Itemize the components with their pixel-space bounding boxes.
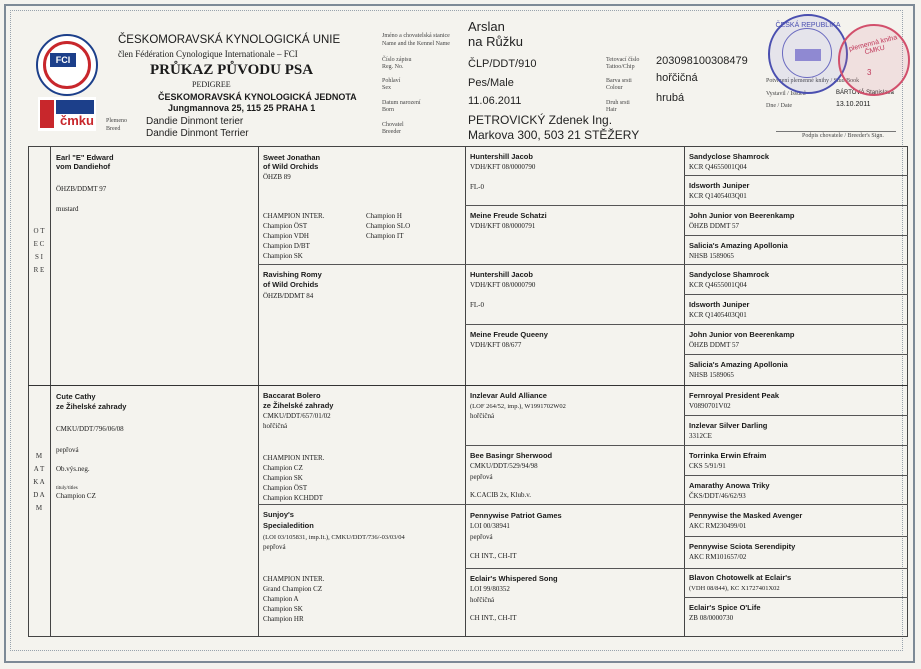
gggp-name: Salicia's Amazing Apollonia (689, 360, 788, 369)
gggp-name: Amarathy Anowa Triky (689, 481, 770, 490)
colour-value: hořčičná (656, 72, 698, 84)
ggp-extra: FL-0 (470, 301, 484, 309)
gp-dam-sire-title: Champion CZ (263, 464, 303, 472)
col-divider (50, 146, 51, 637)
gggp-reg: ÖHZB DDMT 57 (689, 341, 740, 349)
ggp-name: Meine Freude Schatzi (470, 211, 547, 220)
gggp-reg: ÖHZB DDMT 57 (689, 222, 740, 230)
ggp-name: Meine Freude Queeny (470, 330, 548, 339)
ggp-reg: LOI 99/80352 (470, 585, 510, 593)
ggp-reg: (LOF 264/52, imp.), W1991702W02 (470, 403, 566, 410)
row-divider (465, 205, 908, 206)
gp-sire-sire-title: Champion VDH (263, 232, 309, 240)
gp-sire-sire-name2: of Wild Orchids (263, 162, 319, 171)
reg-value: ČLP/DDT/910 (468, 58, 537, 70)
dam-name-line2: ze Žihelské zahrady (56, 402, 127, 411)
breeder-address: Markova 300, 503 21 STĚŽERY (468, 128, 640, 142)
gggp-reg: KCR Q1405403Q01 (689, 311, 747, 319)
sire-name-line2: vom Dandiehof (56, 162, 111, 171)
gp-dam-dam-title: Champion A (263, 595, 299, 603)
gggp-name: Pennywise the Masked Avenger (689, 511, 803, 520)
gp-sire-sire-title: Champion IT (366, 232, 404, 240)
gggp-name: Sandyclose Shamrock (689, 152, 770, 161)
ggp-name: Bee Basingr Sherwood (470, 451, 553, 460)
ggp-extra: FL-0 (470, 183, 484, 191)
sire-side-label: O T E C S I R E (33, 227, 50, 274)
gp-dam-dam-name1: Sunjoy's (263, 510, 294, 519)
gggp-name: Blavon Chotowelk at Eclair's (689, 573, 792, 582)
row-divider (684, 235, 908, 236)
ggp-extra2: CH INT., CH-IT (470, 614, 517, 622)
gp-sire-sire-name1: Sweet Jonathan (263, 153, 321, 162)
row-divider (258, 504, 908, 505)
gp-dam-dam-title: Champion SK (263, 605, 303, 613)
ggp-reg: LOI 00/38941 (470, 522, 510, 530)
date-value: 13.10.2011 (836, 101, 871, 108)
colour-label-cs: Barva srsti (606, 78, 632, 84)
ggp-extra2: K.CACIB 2x, Klub.v. (470, 491, 531, 499)
chip-label-cs: Tetovací číslo (606, 57, 640, 63)
ggp-name: Pennywise Patriot Games (470, 511, 562, 520)
gggp-reg: KCR Q4655001Q04 (689, 163, 747, 171)
breed-value-en: Dandie Dinmont Terrier (146, 128, 249, 139)
ggp-reg: VDH/KFT 08/0000791 (470, 222, 536, 230)
ggp-name: Huntershill Jacob (470, 152, 533, 161)
issued-label: Vystavil / Issued (766, 91, 806, 97)
gp-dam-dam-name2: Specialedition (263, 521, 314, 530)
signature-line (776, 131, 896, 132)
ggp-reg: VDH/KFT 08/677 (470, 341, 522, 349)
colour-label-en: Colour (606, 85, 623, 91)
sire-reg: ÖHZB/DDMT 97 (56, 185, 107, 193)
sire-colour: mustard (56, 205, 79, 213)
ggp-reg: VDH/KFT 08/0000790 (470, 163, 536, 171)
fci-logo: FCI (36, 34, 98, 96)
gggp-name: Inzlevar Silver Darling (689, 421, 768, 430)
gggp-reg: CKS 5/91/91 (689, 462, 726, 470)
row-divider (684, 354, 908, 355)
official-stamp: ČESKÁ REPUBLIKA (768, 14, 848, 94)
name-label-cs: Jméno a chovatelská stanice (382, 33, 450, 39)
gggp-name: John Junior von Beerenkamp (689, 211, 795, 220)
date-label: Dne / Date (766, 103, 792, 109)
row-divider (684, 415, 908, 416)
org-subtitle: člen Fédération Cynologique Internationale – FCI (118, 49, 298, 59)
gggp-name: Fernroyal President Peak (689, 391, 780, 400)
org-title: ČESKOMORAVSKÁ KYNOLOGICKÁ UNIE (118, 34, 341, 46)
col-divider (465, 146, 466, 637)
sex-label-cs: Pohlaví (382, 78, 401, 84)
gp-sire-dam-name2: of Wild Orchids (263, 280, 319, 289)
stud-book-seal: plemenná kniha ČMKU 3 (838, 24, 910, 96)
dam-titles: Champion CZ (56, 492, 96, 500)
row-divider (684, 475, 908, 476)
gggp-reg: KCR Q4655001Q04 (689, 281, 747, 289)
gggp-name: John Junior von Beerenkamp (689, 330, 795, 339)
dam-exam: Ob.výs.neg. (56, 465, 90, 473)
born-label-cs: Datum narození (382, 100, 421, 106)
chip-label-en: Tattoo/Chip (606, 64, 635, 70)
gggp-name: Idsworth Juniper (689, 300, 750, 309)
gp-sire-sire-title: CHAMPION INTER. (263, 212, 325, 220)
gp-dam-dam-title: CHAMPION INTER. (263, 575, 325, 583)
gp-sire-sire-reg: ÖHZB 89 (263, 173, 291, 181)
stud-book-label: Potvrzení plemenné knihy / Stud Book (766, 78, 860, 84)
name-label-en: Name and the Kennel Name (382, 41, 450, 47)
gp-dam-dam-colour: pepřová (263, 543, 286, 551)
gggp-reg: ČKS/DDT/46/62/93 (689, 492, 746, 500)
issuer-address: Jungmannova 25, 115 25 PRAHA 1 (168, 103, 316, 113)
col-divider (258, 146, 259, 637)
breeder-label-cs: Chovatel (382, 122, 404, 128)
gggp-name: Pennywise Sciota Serendipity (689, 542, 796, 551)
breed-value-cs: Dandie Dinmont terier (146, 116, 244, 127)
gggp-reg: 3312CE (689, 432, 712, 440)
doc-title: PRŮKAZ PŮVODU PSA (150, 62, 314, 78)
ggp-name: Eclair's Whispered Song (470, 574, 558, 583)
col-divider (684, 146, 685, 637)
issued-value: BÁRTOVÁ Stanislava (836, 90, 894, 96)
sire-name-line1: Earl "E" Edward (56, 153, 114, 162)
dog-name-line2: na Růžku (468, 34, 523, 49)
ggp-extra: pepřová (470, 533, 493, 541)
ggp-reg: VDH/KFT 08/0000790 (470, 281, 536, 289)
ggp-name: Inzlevar Auld Alliance (470, 391, 547, 400)
gggp-reg: AKC RM101657/02 (689, 553, 747, 561)
gp-dam-sire-title: Champion KCHDDT (263, 494, 324, 502)
sex-value: Pes/Male (468, 77, 514, 89)
gp-dam-sire-colour: hořčičná (263, 422, 288, 430)
gggp-reg: KCR Q1405403Q01 (689, 192, 747, 200)
gggp-name: Eclair's Spice O'Life (689, 603, 761, 612)
breeder-name: PETROVICKÝ Zdenek Ing. (468, 113, 613, 127)
cmku-logo (38, 97, 96, 131)
cmku-logo-text: čmku (60, 113, 94, 128)
dam-side-label: M A T K A D A M (33, 452, 50, 512)
born-value: 11.06.2011 (468, 95, 522, 107)
gp-dam-sire-title: CHAMPION INTER. (263, 454, 325, 462)
gp-dam-sire-name2: ze Žihelské zahrady (263, 401, 334, 410)
reg-label-en: Reg. No. (382, 64, 404, 70)
gggp-reg: V0890701V02 (689, 402, 731, 410)
ggp-extra: hořčičná (470, 596, 495, 604)
dam-reg: CMKU/DDT/796/06/08 (56, 425, 124, 433)
row-divider (684, 597, 908, 598)
gp-dam-dam-title: Champion HR (263, 615, 304, 623)
gp-dam-dam-title: Grand Champion CZ (263, 585, 323, 593)
row-divider (258, 264, 908, 265)
sex-label-en: Sex (382, 85, 391, 91)
row-divider (465, 324, 908, 325)
dam-name-line1: Cute Cathy (56, 392, 96, 401)
breeder-label-en: Breeder (382, 129, 401, 135)
issuer-name: ČESKOMORAVSKÁ KYNOLOGICKÁ JEDNOTA (158, 92, 357, 102)
reg-label-cs: Číslo zápisu (382, 57, 412, 63)
gp-dam-sire-name1: Baccarat Bolero (263, 391, 321, 400)
gp-sire-sire-title: Champion SLO (366, 222, 411, 230)
hair-value: hrubá (656, 92, 685, 104)
gggp-reg: (VDH 08/844), KC X1727401X02 (689, 585, 780, 592)
ggp-extra: hořčičná (470, 412, 495, 420)
gggp-name: Salicia's Amazing Apollonia (689, 241, 788, 250)
row-divider (465, 445, 908, 446)
dam-titles-label: tituly/titles (56, 486, 78, 491)
gp-dam-sire-title: Champion ÖST (263, 484, 308, 492)
sire-dam-divider (28, 385, 908, 386)
row-divider (684, 175, 908, 176)
gp-sire-dam-reg: ÖHZB/DDMT 84 (263, 292, 314, 300)
dam-colour: pepřová (56, 446, 79, 454)
gp-dam-sire-title: Champion SK (263, 474, 303, 482)
gp-sire-sire-title: Champion D/BT (263, 242, 310, 250)
gp-sire-sire-title: Champion ÖST (263, 222, 308, 230)
gggp-name: Idsworth Juniper (689, 181, 750, 190)
born-label-en: Born (382, 107, 394, 113)
row-divider (465, 568, 908, 569)
gp-sire-sire-title: Champion H (366, 212, 402, 220)
ggp-extra2: CH INT., CH-IT (470, 552, 517, 560)
hair-label-en: Hair (606, 107, 617, 113)
chip-value: 203098100308479 (656, 55, 748, 67)
gp-dam-sire-reg: CMKU/DDT/657/01/02 (263, 412, 331, 420)
gp-sire-dam-name1: Ravishing Romy (263, 270, 322, 279)
gggp-name: Torrinka Erwin Efraim (689, 451, 767, 460)
breed-label-en: Breed (106, 126, 121, 132)
gp-dam-dam-reg: (LOI 03/105831, imp.It.), CMKU/DDT/736/-03/03/04 (263, 534, 405, 541)
ggp-name: Huntershill Jacob (470, 270, 533, 279)
gggp-reg: NHSB 1589065 (689, 252, 734, 260)
gggp-name: Sandyclose Shamrock (689, 270, 770, 279)
gggp-reg: AKC RM230499/01 (689, 522, 747, 530)
row-divider (684, 294, 908, 295)
dog-name-line1: Arslan (468, 19, 505, 34)
breed-label-cs: Plemeno (106, 118, 127, 124)
gggp-reg: ZB 08/0000730 (689, 614, 734, 622)
ggp-reg: CMKU/DDT/529/94/98 (470, 462, 538, 470)
doc-subtitle: PEDIGREE (192, 80, 231, 89)
row-divider (684, 536, 908, 537)
ggp-extra: pepřová (470, 473, 493, 481)
hair-label-cs: Druh srsti (606, 100, 630, 106)
signature-label: Podpis chovatele / Breeder's Sign. (802, 133, 884, 139)
gp-sire-sire-title: Champion SK (263, 252, 303, 260)
gggp-reg: NHSB 1589065 (689, 371, 734, 379)
